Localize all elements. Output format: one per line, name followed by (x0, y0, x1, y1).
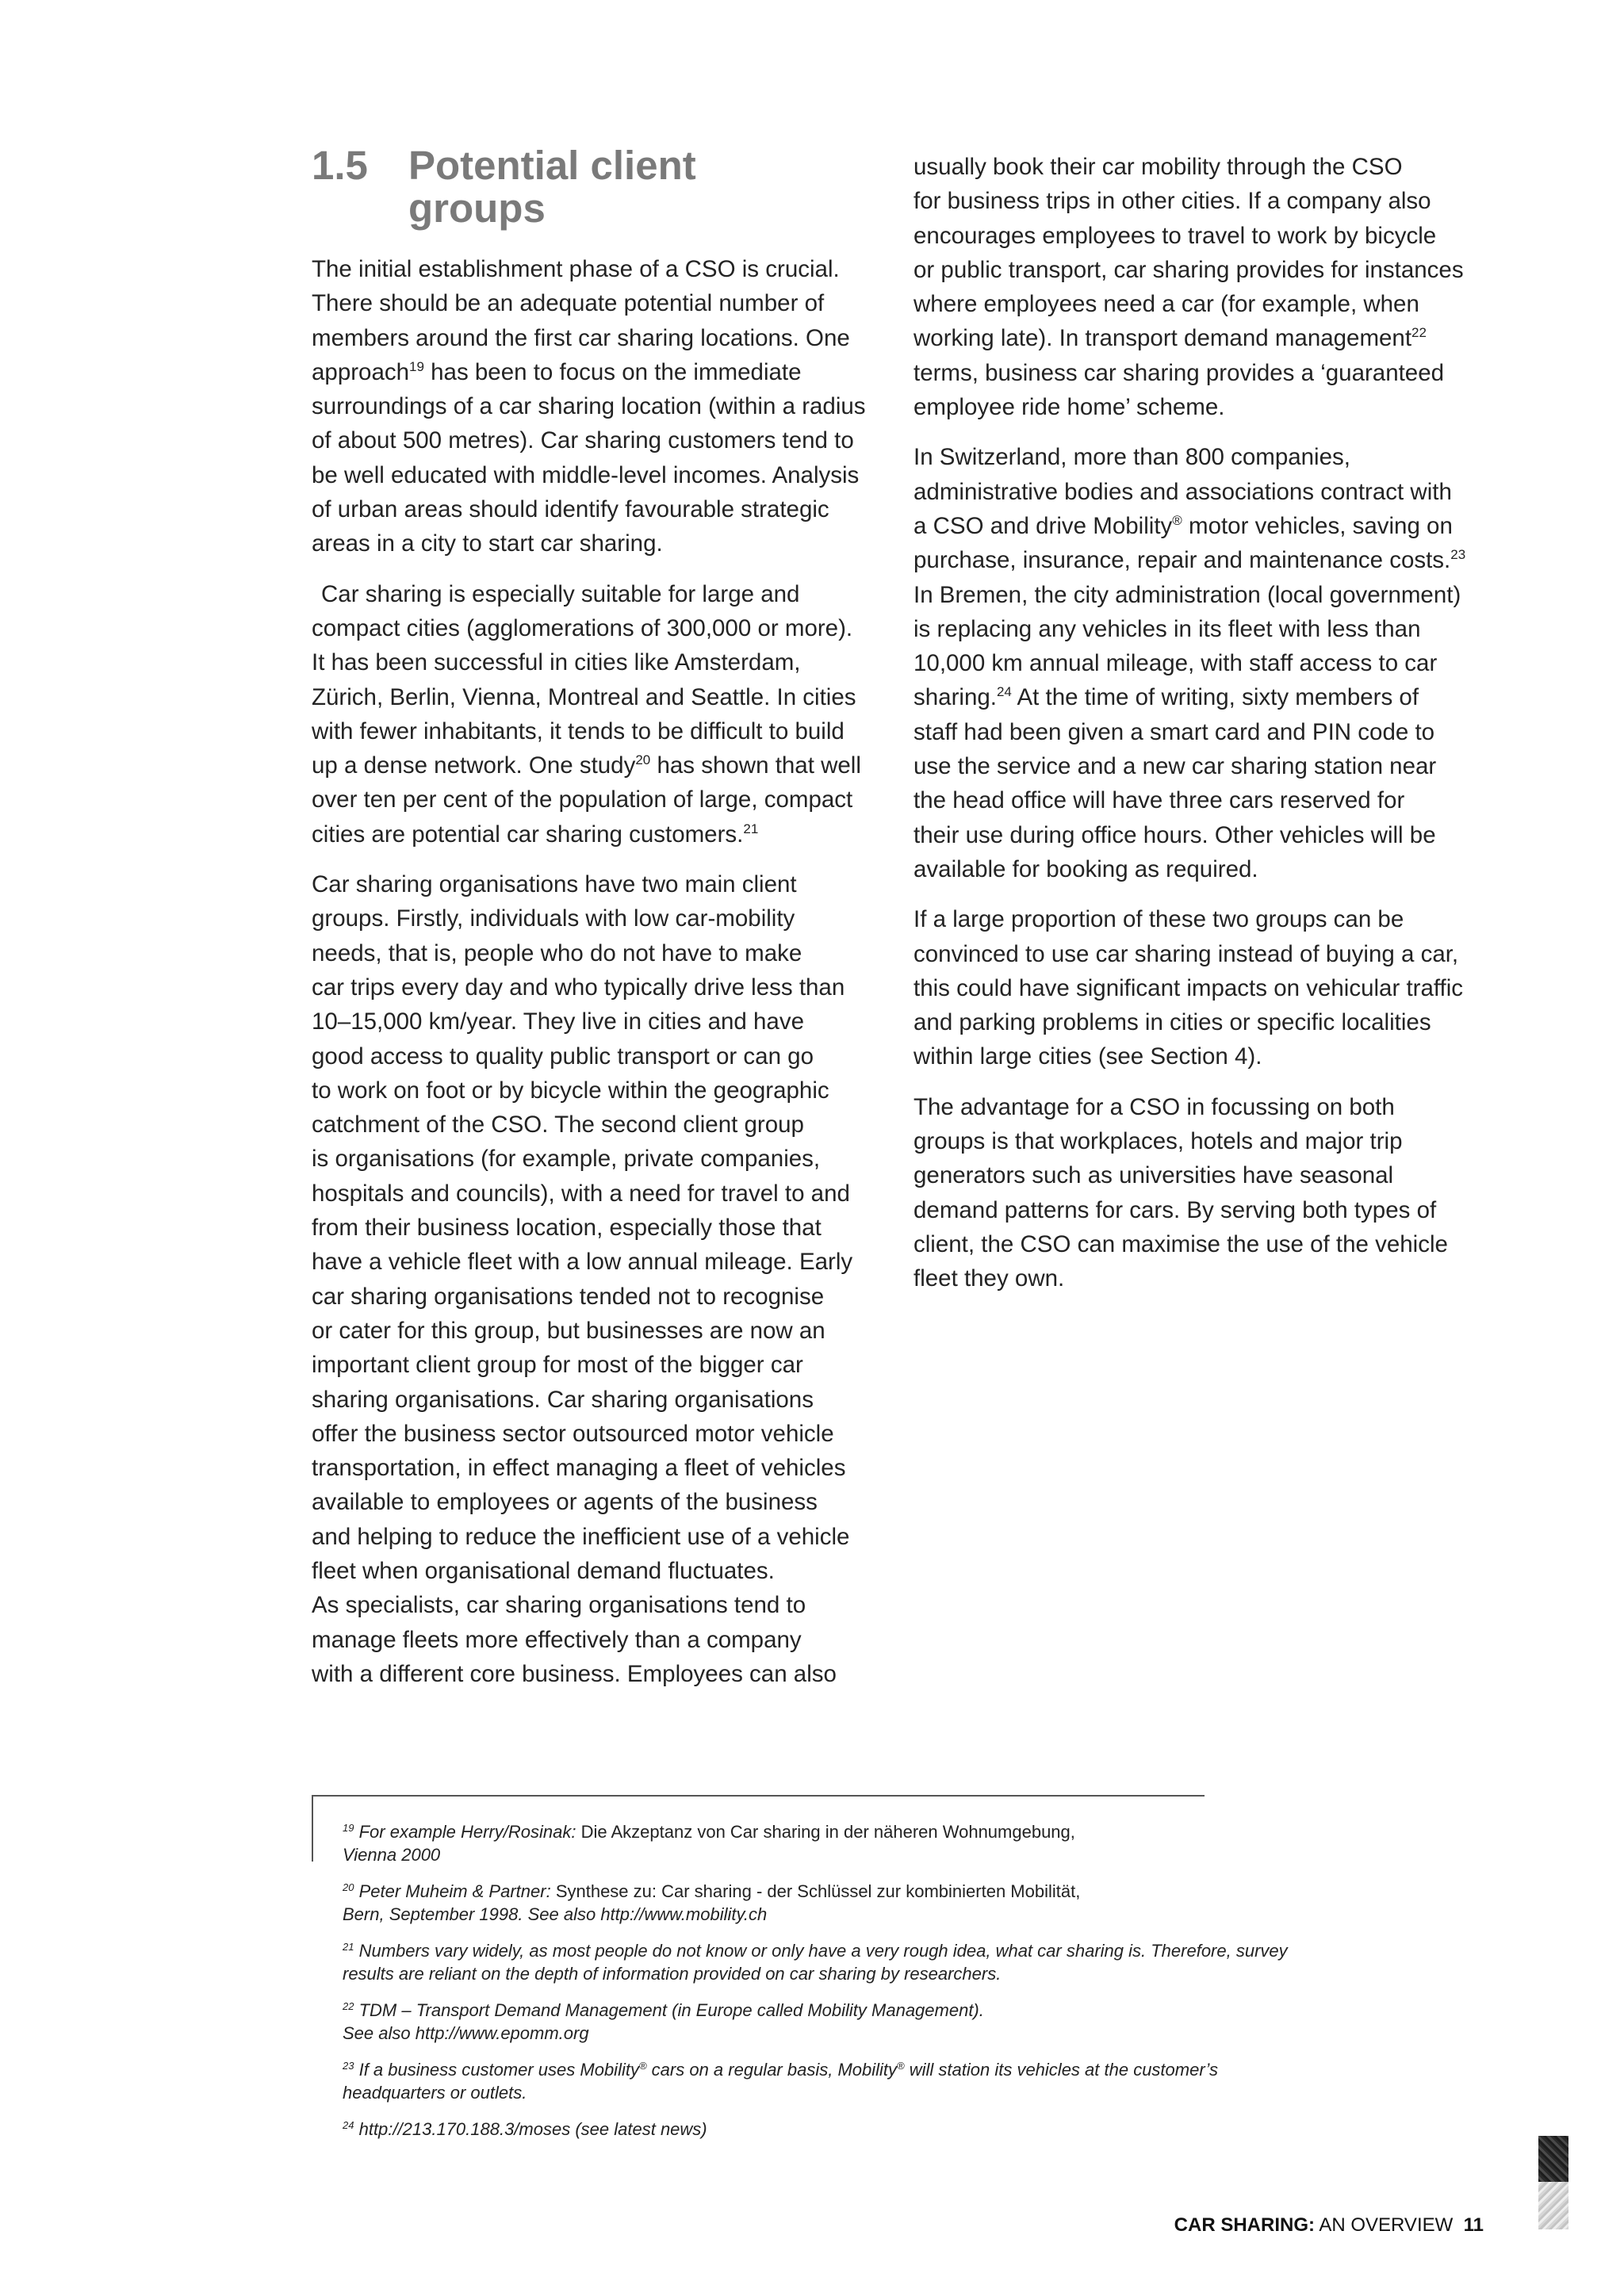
text-line: within large cities (see Section 4). (914, 1043, 1262, 1070)
text-line: areas in a city to start car sharing. (312, 530, 663, 557)
text-line: employee ride home’ scheme. (914, 394, 1225, 421)
section-title-line1: Potential client (408, 143, 696, 188)
right-column (914, 150, 1500, 1312)
text-line: generators such as universities have seasonal (914, 1162, 1394, 1189)
footnote-detail: Vienna 2000 (343, 1845, 441, 1865)
registered-mark: ® (1172, 512, 1182, 528)
text-line: Zürich, Berlin, Vienna, Montreal and Seattle. In cities (312, 683, 856, 710)
text-line: catchment of the CSO. The second client group (312, 1112, 804, 1138)
footnote-24 (343, 2118, 1453, 2141)
footnote-number: 20 (343, 1881, 354, 1893)
text-line: Car sharing is especially suitable for large and (321, 580, 800, 607)
footnote-detail: results are reliant on the depth of information provided on car sharing by researchers. (343, 1964, 1002, 1984)
text-line: The advantage for a CSO in focussing on both (914, 1093, 1395, 1120)
footnote-number: 21 (343, 1941, 354, 1953)
text-line: 10,000 km annual mileage, with staff access to car (914, 650, 1438, 677)
text-line: sharing organisations. Car sharing organisations (312, 1386, 814, 1413)
footnote-19 (343, 1820, 1453, 1866)
registered-mark: ® (638, 2060, 647, 2072)
text-line: or public transport, car sharing provides for instances (914, 256, 1464, 283)
registered-mark: ® (897, 2060, 905, 2072)
text-line: convinced to use car sharing instead of buying a car, (914, 940, 1459, 967)
footnote-detail: headquarters or outlets. (343, 2083, 527, 2103)
text-fragment: cities are potential car sharing customers. (312, 821, 744, 848)
text-line: to work on foot or by bicycle within the geographic (312, 1077, 829, 1104)
decorative-texture-light (1538, 2182, 1568, 2229)
footnote-text: TDM – Transport Demand Management (in Europe called Mobility Management). (358, 2000, 984, 2020)
text-line: administrative bodies and associations contract with (914, 478, 1452, 505)
text-line: where employees need a car (for example, when (914, 291, 1419, 318)
text-line: good access to quality public transport or can go (312, 1043, 814, 1070)
footnote-ref-24: 24 (996, 684, 1012, 700)
text-line: transportation, in effect managing a fleet of vehicles (312, 1455, 846, 1482)
text-line: terms, business car sharing provides a ‘guaranteed (914, 359, 1445, 386)
section-title-line2: groups (408, 186, 546, 231)
footnote-22 (343, 1999, 1453, 2045)
footer-title: AN OVERVIEW (1315, 2214, 1454, 2236)
footnote-author: Peter Muheim & Partner: (358, 1881, 556, 1901)
decorative-texture-dark (1538, 2136, 1568, 2182)
section-number: 1.5 (312, 143, 368, 188)
left-paragraph-1 (312, 252, 898, 561)
text-line: is replacing any vehicles in its fleet with less than (914, 615, 1421, 642)
left-paragraph-2 (312, 577, 898, 851)
right-paragraph-1 (914, 150, 1500, 424)
footnote-21 (343, 1939, 1453, 1985)
text-line: As specialists, car sharing organisations tend to (312, 1592, 806, 1619)
text-line (312, 817, 898, 851)
text-line: over ten per cent of the population of large, compact (312, 786, 853, 813)
text-line: demand patterns for cars. By serving both types of (914, 1196, 1437, 1223)
text-line: car trips every day and who typically drive less than (312, 974, 845, 1001)
text-line: members around the first car sharing locations. One (312, 324, 850, 351)
text-line: fleet they own. (914, 1265, 1065, 1292)
text-line: and parking problems in cities or specific localities (914, 1009, 1431, 1036)
footnote-number: 24 (343, 2119, 354, 2131)
text-fragment: approach (312, 358, 410, 385)
page-number: 11 (1463, 2214, 1484, 2236)
text-line: hospitals and councils), with a need for travel to and (312, 1180, 850, 1207)
text-line: client, the CSO can maximise the use of the vehicle (914, 1230, 1448, 1257)
text-line: fleet when organisational demand fluctuates. (312, 1557, 775, 1584)
text-line: have a vehicle fleet with a low annual mileage. Early (312, 1249, 853, 1276)
text-line: needs, that is, people who do not have to make (312, 939, 802, 966)
text-fragment: has shown that well (650, 752, 861, 779)
text-line (914, 321, 1500, 355)
text-line: available to employees or agents of the business (312, 1489, 818, 1516)
footnote-ref-21: 21 (743, 821, 759, 836)
text-line: encourages employees to travel to work by bicycle (914, 222, 1437, 249)
footnote-title: Synthese zu: Car sharing - der Schlüssel zur kombinierten Mobilität, (555, 1881, 1081, 1901)
text-line (312, 355, 898, 389)
text-line: their use during office hours. Other vehicles will be (914, 821, 1436, 848)
text-line: car sharing organisations tended not to recognise (312, 1283, 825, 1310)
text-line: offer the business sector outsourced motor vehicle (312, 1420, 834, 1447)
text-fragment: working late). In transport demand management (914, 325, 1412, 352)
footnote-text: If a business customer uses Mobility (358, 2060, 639, 2080)
page-footer (1174, 2214, 1484, 2237)
text-line: surroundings of a car sharing location (within a radius (312, 393, 866, 420)
right-paragraph-4 (914, 1090, 1500, 1296)
text-line: There should be an adequate potential number of (312, 290, 825, 317)
text-fragment: has been to focus on the immediate (423, 358, 802, 385)
text-fragment: At the time of writing, sixty members of (1011, 684, 1419, 711)
text-line: for business trips in other cities. If a company also (914, 188, 1431, 215)
footnote-text: Numbers vary widely, as most people do not know or only have a very rough idea, what car sharing is. Therefore, survey (358, 1941, 1288, 1961)
text-line: available for booking as required. (914, 855, 1258, 882)
text-line: with fewer inhabitants, it tends to be difficult to build (312, 718, 845, 744)
footnote-ref-19: 19 (409, 358, 424, 374)
text-line: If a large proportion of these two groups can be (914, 906, 1404, 933)
right-paragraph-3 (914, 902, 1500, 1073)
footnote-number: 23 (343, 2060, 354, 2072)
text-line: is organisations (for example, private companies, (312, 1146, 821, 1173)
text-line: the head office will have three cars reserved for (914, 787, 1405, 814)
text-line: groups. Firstly, individuals with low car-mobility (312, 905, 795, 932)
text-line: this could have significant impacts on vehicular traffic (914, 974, 1464, 1001)
footnote-ref-23: 23 (1450, 547, 1466, 563)
text-line: It has been successful in cities like Amsterdam, (312, 649, 801, 676)
text-line: and helping to reduce the inefficient use of a vehicle (312, 1523, 850, 1550)
footnote-detail: Bern, September 1998. See also http://www.mobility.ch (343, 1904, 768, 1924)
text-fragment: sharing. (914, 684, 997, 711)
footnote-20 (343, 1880, 1453, 1926)
footnote-title: Die Akzeptanz von Car sharing in der näheren Wohnumgebung, (580, 1822, 1075, 1842)
text-fragment: motor vehicles, saving on (1182, 512, 1453, 539)
text-line: use the service and a new car sharing station near (914, 753, 1437, 780)
footnote-author: For example Herry/Rosinak: (358, 1822, 581, 1842)
text-line (914, 680, 1500, 714)
text-fragment: up a dense network. One study (312, 752, 636, 779)
text-fragment: purchase, insurance, repair and maintenance costs. (914, 547, 1451, 574)
text-line: Car sharing organisations have two main client (312, 871, 797, 898)
text-line: important client group for most of the bigger car (312, 1352, 803, 1379)
text-line: staff had been given a smart card and PIN code to (914, 718, 1435, 745)
text-line: be well educated with middle-level incomes. Analysis (312, 461, 860, 488)
text-line: In Bremen, the city administration (local government) (914, 581, 1461, 608)
footnote-divider (312, 1795, 1205, 1797)
footnote-23 (343, 2058, 1453, 2104)
text-line (312, 748, 898, 783)
footnote-number: 19 (343, 1822, 354, 1834)
text-line: compact cities (agglomerations of 300,000 or more). (312, 614, 853, 641)
footer-title-bold: CAR SHARING: (1174, 2214, 1315, 2236)
text-line: manage fleets more effectively than a company (312, 1626, 802, 1653)
text-line: or cater for this group, but businesses are now an (312, 1317, 825, 1344)
left-column (312, 252, 898, 1707)
text-line: usually book their car mobility through the CSO (914, 154, 1403, 180)
text-line: of about 500 metres). Car sharing customers tend to (312, 427, 854, 454)
text-line: In Switzerland, more than 800 companies, (914, 444, 1350, 471)
text-line: 10–15,000 km/year. They live in cities and have (312, 1008, 804, 1035)
footnote-text: http://213.170.188.3/moses (see latest news) (358, 2119, 707, 2139)
text-line (914, 509, 1500, 543)
text-line: from their business location, especially those that (312, 1215, 822, 1242)
text-fragment: a CSO and drive Mobility (914, 512, 1173, 539)
left-paragraph-3 (312, 867, 898, 1691)
section-heading (312, 144, 914, 230)
footnote-text: cars on a regular basis, Mobility (646, 2060, 898, 2080)
footnotes (343, 1820, 1453, 2154)
right-paragraph-2 (914, 440, 1500, 886)
footnote-detail: See also http://www.epomm.org (343, 2023, 589, 2043)
text-line (914, 543, 1500, 577)
footnote-ref-22: 22 (1411, 325, 1427, 341)
footnote-text: will station its vehicles at the customer’s (904, 2060, 1218, 2080)
footnote-divider-vertical (312, 1795, 313, 1862)
footnote-ref-20: 20 (635, 752, 651, 768)
footnote-number: 22 (343, 2000, 354, 2012)
text-line: groups is that workplaces, hotels and major trip (914, 1128, 1403, 1155)
text-line: The initial establishment phase of a CSO is crucial. (312, 256, 840, 282)
text-line: of urban areas should identify favourable strategic (312, 496, 829, 523)
text-line: with a different core business. Employees can also (312, 1660, 837, 1687)
